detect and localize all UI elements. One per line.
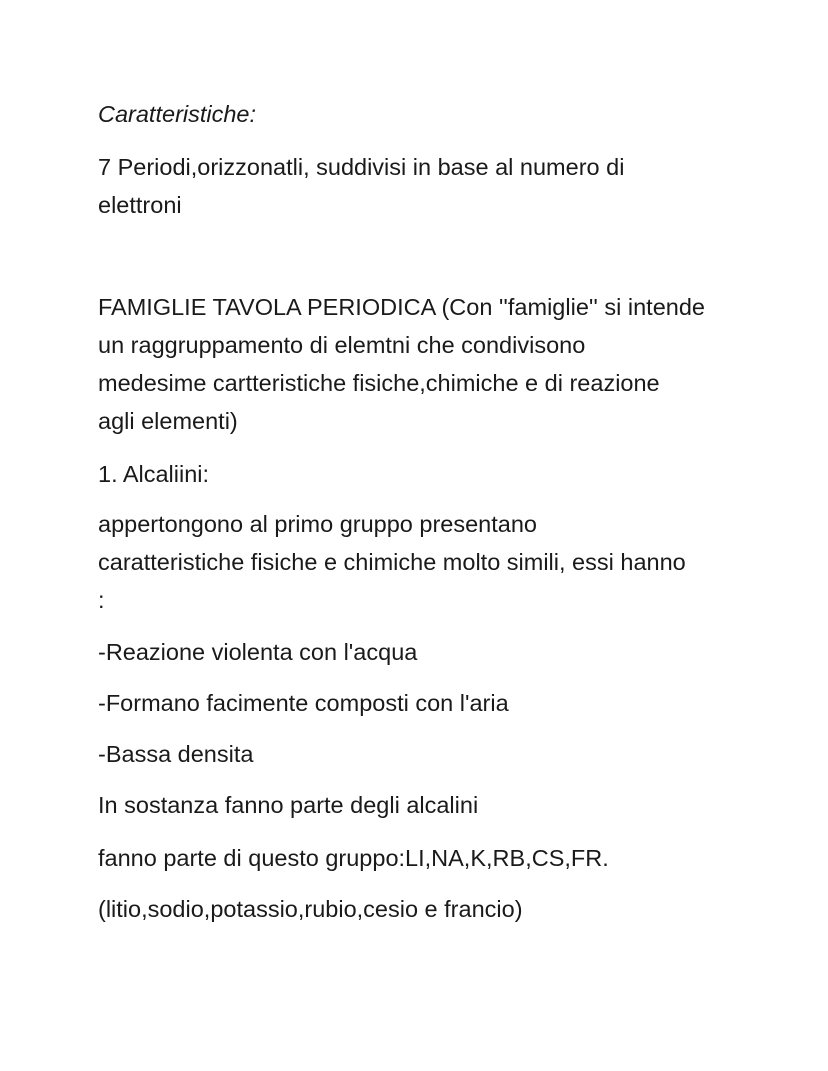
periodi-line-2: elettroni — [98, 192, 182, 218]
property-item: -Bassa densita — [98, 741, 254, 767]
property-item: -Formano facimente composti con l'aria — [98, 690, 509, 716]
famiglie-line-2: un raggruppamento di elemtni che condivisono — [98, 332, 586, 358]
alcalini-desc-line-3: : — [98, 587, 105, 613]
famiglie-line-4: agli elementi) — [98, 408, 238, 434]
section-title: 1. Alcaliini: — [98, 461, 210, 487]
group-names-line: (litio,sodio,potassio,rubio,cesio e francio) — [98, 896, 523, 922]
property-item: -Reazione violenta con l'acqua — [98, 639, 418, 665]
famiglie-line-3: medesime cartteristiche fisiche,chimiche e di reazione — [98, 370, 660, 396]
group-members-line: fanno parte di questo gruppo:LI,NA,K,RB,CS,FR. — [98, 845, 609, 871]
alcalini-desc-line-1: appertongono al primo gruppo presentano — [98, 511, 537, 537]
alcalini-desc-line-2: caratteristiche fisiche e chimiche molto simili, essi hanno — [98, 549, 686, 575]
heading: Caratteristiche: — [98, 101, 257, 127]
periodi-line-1: 7 Periodi,orizzonatli, suddivisi in base al numero di — [98, 154, 625, 180]
summary-line: In sostanza fanno parte degli alcalini — [98, 792, 479, 818]
famiglie-line-1: FAMIGLIE TAVOLA PERIODICA (Con ''famiglie'' si intende — [98, 294, 705, 320]
